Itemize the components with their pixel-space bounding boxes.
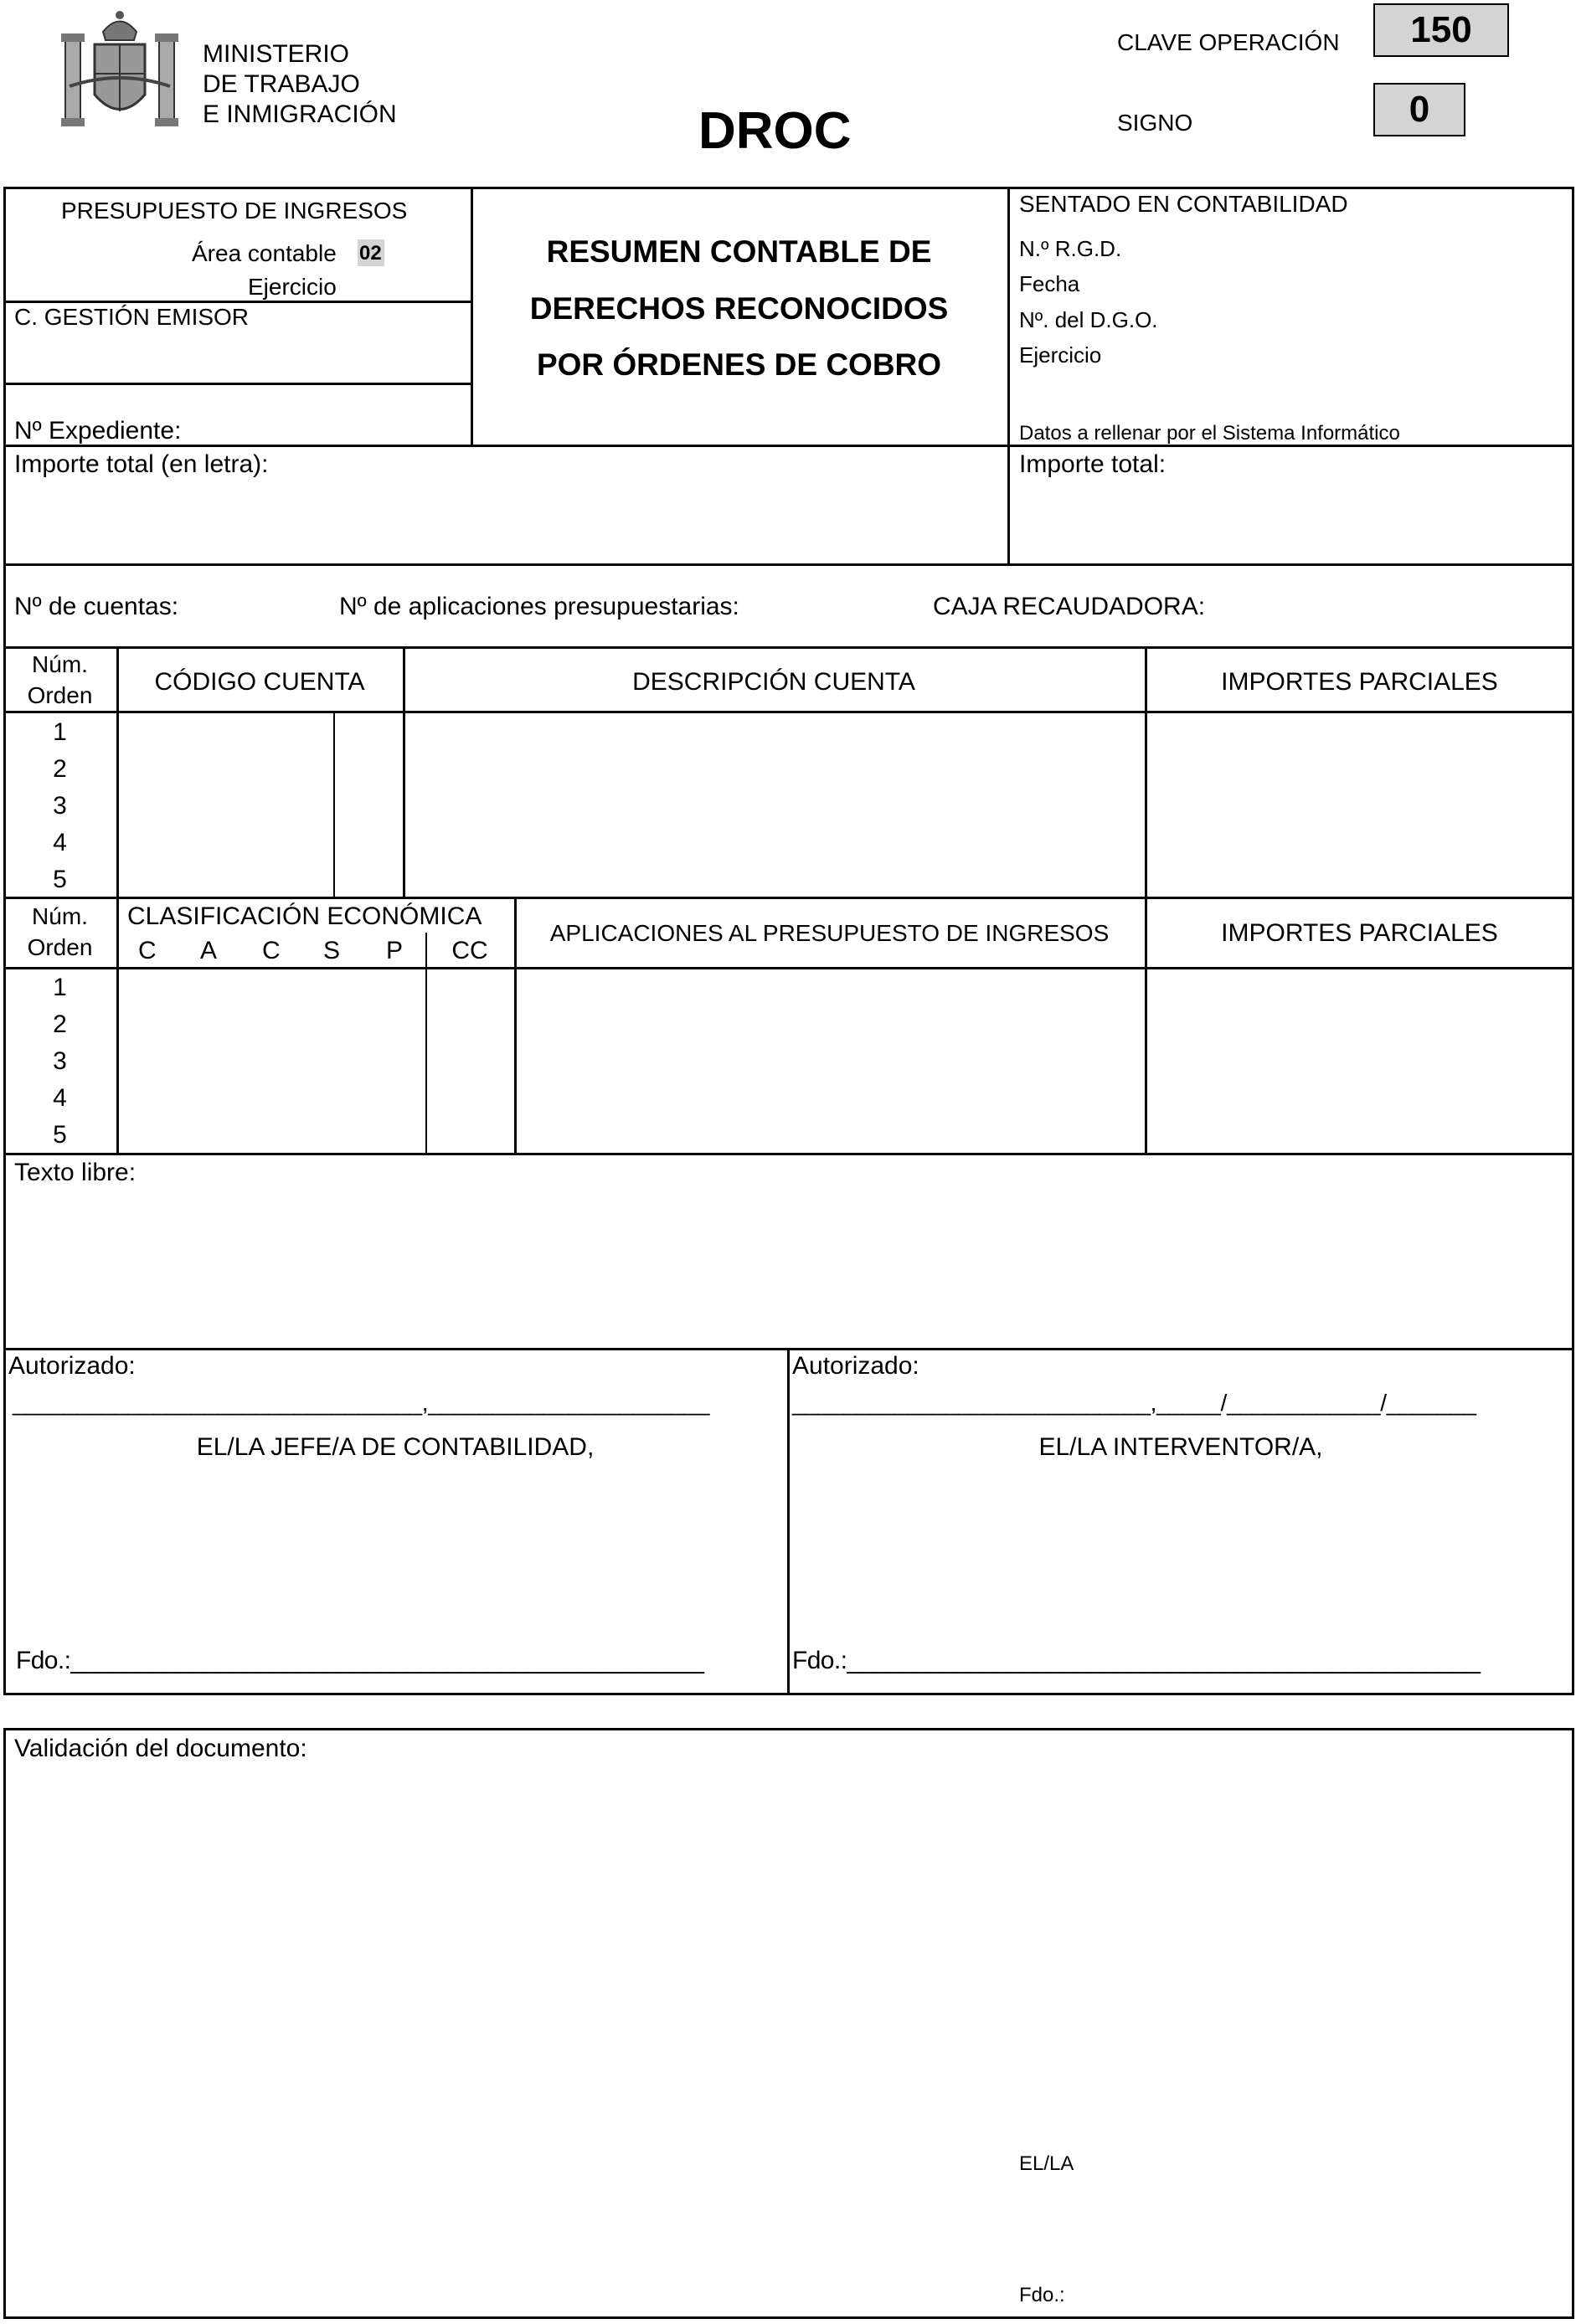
area-contable-value: 02 [359,242,382,265]
coat-of-arms-icon [57,7,183,132]
signo-value: 0 [1409,89,1430,130]
ejercicio-label: Ejercicio [248,274,337,300]
form-title-line-1: RESUMEN CONTABLE DE [546,234,932,269]
validacion-fdo: Fdo.: [1019,2284,1065,2306]
datos-sistema-note: Datos a rellenar por el Sistema Informático [1019,422,1400,445]
clave-value-box [1373,3,1509,57]
signo-label: SIGNO [1117,110,1193,136]
num-aplicaciones-label: Nº de aplicaciones presupuestarias: [339,593,739,620]
t2-aplicaciones-header: APLICACIONES AL PRESUPUESTO DE INGRESOS [549,920,1110,946]
autorizado-left-label: Autorizado: [8,1352,136,1380]
form-title-line-2: DERECHOS RECONOCIDOS [529,291,949,326]
interventor-title: EL/LA INTERVENTOR/A, [1038,1433,1323,1461]
caja-recaudadora-label: CAJA RECAUDADORA: [933,593,1206,620]
jefe-contabilidad-title: EL/LA JEFE/A DE CONTABILIDAD, [196,1433,595,1461]
clave-label: CLAVE OPERACIÓN [1117,29,1340,55]
place-date-line-left: ________________________________,______________________ [13,1390,710,1416]
t2-sub-col-c: C [138,937,157,964]
t2-sub-col-a: A [200,937,218,964]
t1-num-orden-line-2: Orden [27,682,93,708]
t1-num-orden-line-1: Núm. [32,651,88,677]
autorizado-right-label: Autorizado: [792,1352,919,1380]
validacion-el-la: EL/LA [1019,2152,1074,2175]
t2-cc-header: CC [451,937,488,964]
dgo-label: Nº. del D.G.O. [1019,307,1158,332]
t2-row-number: 1 [53,974,67,1001]
form-title-line-3: POR ÓRDENES DE COBRO [536,347,942,382]
t2-num-orden-line-1: Núm. [32,903,88,929]
validacion-label: Validación del documento: [14,1735,307,1762]
t1-row-number: 5 [53,866,67,893]
validacion-frame [3,1728,1574,2319]
t2-sub-col-c2: C [262,937,281,964]
ministry-line-1: MINISTERIO [203,40,350,68]
ministry-line-3: E INMIGRACIÓN [203,100,397,128]
num-cuentas-label: Nº de cuentas: [14,593,179,620]
fdo-right-line: Fdo.:_______________________________________________ [792,1647,1481,1674]
rgd-label: N.º R.G.D. [1019,236,1122,261]
t2-row-number: 4 [53,1084,67,1112]
t1-importes-header: IMPORTES PARCIALES [1221,668,1498,696]
t1-descripcion-header: DESCRIPCIÓN CUENTA [632,668,915,696]
t1-row-number: 2 [53,755,67,783]
t2-importes-header: IMPORTES PARCIALES [1221,919,1498,947]
place-date-line-right: ____________________________,_____/____________/_______ [792,1390,1476,1416]
t2-row-number: 2 [53,1010,67,1038]
importe-letra-label: Importe total (en letra): [14,450,269,478]
t2-row-number: 3 [53,1047,67,1075]
clave-value: 150 [1410,9,1472,50]
doc-code: DROC [698,102,852,160]
ejercicio-2-label: Ejercicio [1019,342,1102,368]
presupuesto-label: PRESUPUESTO DE INGRESOS [61,198,408,224]
texto-libre-label: Texto libre: [14,1159,136,1186]
gestion-emisor-label: C. GESTIÓN EMISOR [14,304,250,330]
signo-value-box [1373,83,1465,136]
ministry-line-2: DE TRABAJO [203,70,360,98]
t1-row-number: 1 [53,718,67,746]
fdo-left-line: Fdo.:_______________________________________________ [16,1647,704,1674]
expediente-label: Nº Expediente: [14,417,182,445]
t2-sub-col-p: P [386,937,404,964]
t2-num-orden-line-2: Orden [27,934,93,960]
sentado-label: SENTADO EN CONTABILIDAD [1019,191,1348,217]
fecha-label: Fecha [1019,271,1080,296]
importe-total-label: Importe total: [1019,450,1167,478]
t1-row-number: 4 [53,829,67,856]
t2-sub-col-s: S [323,937,341,964]
t2-row-number: 5 [53,1121,67,1149]
t2-clasificacion-header: CLASIFICACIÓN ECONÓMICA [127,902,482,930]
t1-codigo-cuenta-header: CÓDIGO CUENTA [154,668,365,696]
t1-row-number: 3 [53,792,67,820]
area-contable-label: Área contable [192,240,337,266]
